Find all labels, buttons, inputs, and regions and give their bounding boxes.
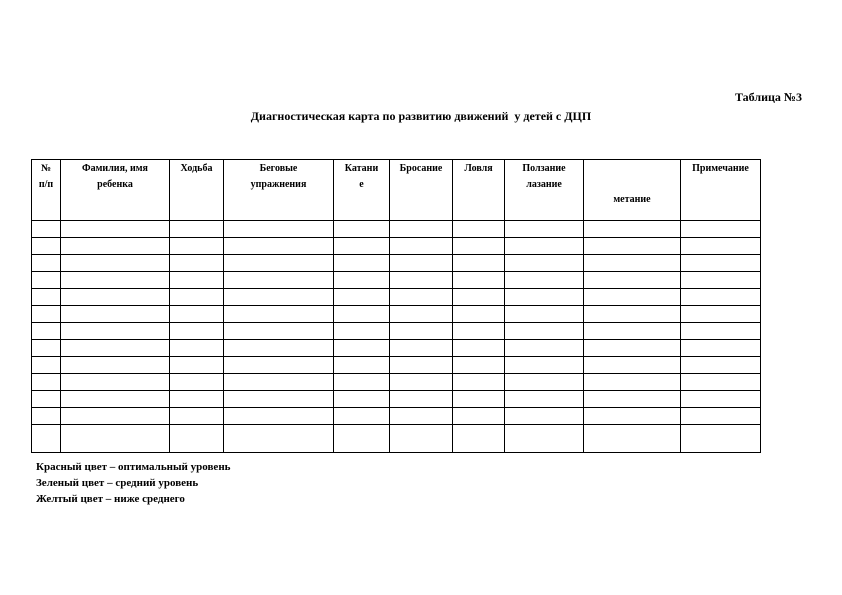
table-cell[interactable] [32,238,61,255]
table-cell[interactable] [170,425,224,453]
table-cell[interactable] [170,238,224,255]
table-cell[interactable] [584,238,681,255]
table-cell[interactable] [453,272,505,289]
table-cell[interactable] [584,272,681,289]
table-cell[interactable] [390,374,453,391]
table-cell[interactable] [505,340,584,357]
table-cell[interactable] [681,255,761,272]
table-cell[interactable] [334,272,390,289]
table-cell[interactable] [61,374,170,391]
table-cell[interactable] [224,238,334,255]
table-cell[interactable] [505,391,584,408]
table-cell[interactable] [453,221,505,238]
table-cell[interactable] [32,357,61,374]
table-cell[interactable] [224,425,334,453]
table-cell[interactable] [505,357,584,374]
table-cell[interactable] [681,425,761,453]
table-cell[interactable] [61,425,170,453]
table-cell[interactable] [681,289,761,306]
legend-item-green: Зеленый цвет – средний уровень [36,477,199,489]
column-header [453,160,505,221]
table-cell[interactable] [681,323,761,340]
diagnostic-table [31,159,761,453]
table-cell[interactable] [453,323,505,340]
table-row [32,238,761,255]
table-cell[interactable] [453,238,505,255]
column-header-line: лазание [526,179,562,190]
table-cell[interactable] [584,357,681,374]
table-cell[interactable] [61,255,170,272]
table-cell[interactable] [681,238,761,255]
table-cell[interactable] [505,408,584,425]
table-cell[interactable] [505,238,584,255]
table-cell[interactable] [584,255,681,272]
column-header-line: Ползание [522,163,566,174]
table-cell[interactable] [681,340,761,357]
table-cell[interactable] [224,221,334,238]
column-header [334,160,390,221]
table-cell[interactable] [390,357,453,374]
column-header [224,160,334,221]
table-cell[interactable] [334,255,390,272]
table-cell[interactable] [334,374,390,391]
table-cell[interactable] [390,255,453,272]
table-cell[interactable] [505,255,584,272]
table-cell[interactable] [32,408,61,425]
table-cell[interactable] [453,340,505,357]
table-cell[interactable] [224,408,334,425]
table-cell[interactable] [505,425,584,453]
table-row [32,408,761,425]
table-cell[interactable] [681,408,761,425]
table-cell[interactable] [390,340,453,357]
table-cell[interactable] [584,306,681,323]
table-cell[interactable] [334,306,390,323]
column-header-line: ребенка [97,179,133,190]
table-row [32,289,761,306]
table-cell[interactable] [334,323,390,340]
table-cell[interactable] [224,391,334,408]
table-cell[interactable] [61,306,170,323]
table-cell[interactable] [390,238,453,255]
table-cell[interactable] [224,323,334,340]
table-cell[interactable] [61,340,170,357]
table-cell[interactable] [681,391,761,408]
column-header-line: Беговые [259,163,298,174]
table-cell[interactable] [61,272,170,289]
table-cell[interactable] [584,425,681,453]
column-header [681,160,761,221]
table-cell[interactable] [681,374,761,391]
table-cell[interactable] [334,391,390,408]
table-cell[interactable] [224,374,334,391]
table-cell[interactable] [334,289,390,306]
table-cell[interactable] [390,221,453,238]
table-cell[interactable] [453,289,505,306]
table-cell[interactable] [334,408,390,425]
table-cell[interactable] [170,391,224,408]
column-header [32,160,61,221]
table-cell[interactable] [32,255,61,272]
table-cell[interactable] [584,323,681,340]
table-cell[interactable] [61,323,170,340]
table-cell[interactable] [224,272,334,289]
table-cell[interactable] [584,408,681,425]
table-cell[interactable] [681,221,761,238]
column-header [505,160,584,221]
table-row [32,391,761,408]
table-cell[interactable] [224,357,334,374]
table-cell[interactable] [224,289,334,306]
table-cell[interactable] [334,221,390,238]
table-cell[interactable] [453,391,505,408]
table-cell[interactable] [170,357,224,374]
table-cell[interactable] [390,323,453,340]
table-row [32,357,761,374]
column-header-line: Бросание [399,163,443,174]
table-cell[interactable] [32,306,61,323]
table-row [32,323,761,340]
table-cell[interactable] [170,289,224,306]
table-cell[interactable] [334,425,390,453]
column-header-line: Примечание [692,163,749,174]
table-cell[interactable] [170,306,224,323]
column-header [390,160,453,221]
column-header-line: е [359,179,364,190]
table-cell[interactable] [32,391,61,408]
table-row [32,255,761,272]
legend-item-yellow: Желтый цвет – ниже среднего [36,493,185,505]
table-cell[interactable] [61,391,170,408]
table-cell[interactable] [61,221,170,238]
table-cell[interactable] [505,374,584,391]
table-cell[interactable] [505,289,584,306]
table-cell[interactable] [390,306,453,323]
table-cell[interactable] [584,289,681,306]
table-cell[interactable] [32,425,61,453]
column-header-line: Ловля [464,163,493,174]
table-cell[interactable] [681,306,761,323]
table-cell[interactable] [453,357,505,374]
column-header [61,160,170,221]
table-cell[interactable] [61,238,170,255]
table-cell[interactable] [584,340,681,357]
table-cell[interactable] [390,391,453,408]
column-header [170,160,224,221]
column-header-line: упражнения [250,179,307,190]
table-row [32,425,761,453]
color-legend [36,459,230,507]
table-cell[interactable] [170,272,224,289]
table-cell[interactable] [170,221,224,238]
table-cell[interactable] [505,221,584,238]
table-cell[interactable] [390,289,453,306]
table-cell[interactable] [453,255,505,272]
table-row [32,272,761,289]
table-cell[interactable] [505,272,584,289]
table-cell[interactable] [61,357,170,374]
table-cell[interactable] [681,272,761,289]
table-cell[interactable] [61,408,170,425]
column-header-line: Катани [344,163,379,174]
table-cell[interactable] [453,408,505,425]
legend-item-red: Красный цвет – оптимальный уровень [36,461,231,473]
table-cell[interactable] [390,408,453,425]
table-cell[interactable] [170,408,224,425]
table-cell[interactable] [170,323,224,340]
table-number: Таблица №3 [734,90,802,104]
table-cell[interactable] [505,323,584,340]
column-header-line: Фамилия, имя [82,163,148,174]
table-row [32,340,761,357]
table-cell[interactable] [32,221,61,238]
table-cell[interactable] [584,374,681,391]
table-cell[interactable] [453,374,505,391]
table-cell[interactable] [32,289,61,306]
table-cell[interactable] [170,340,224,357]
table-cell[interactable] [61,289,170,306]
table-cell[interactable] [453,306,505,323]
table-cell[interactable] [32,340,61,357]
table-cell[interactable] [505,306,584,323]
column-header-line: п/п [38,179,54,190]
document-title: Диагностическая карта по развитию движений у детей с ДЦП [250,109,592,123]
table-cell[interactable] [224,340,334,357]
column-header-line: № [40,163,52,174]
table-cell[interactable] [32,374,61,391]
column-header-line: метание [613,194,651,205]
table-cell[interactable] [584,221,681,238]
table-row [32,306,761,323]
table-cell[interactable] [681,357,761,374]
table-cell[interactable] [32,272,61,289]
table-cell[interactable] [32,323,61,340]
table-row [32,221,761,238]
table-cell[interactable] [390,272,453,289]
table-cell[interactable] [334,357,390,374]
table-cell[interactable] [334,238,390,255]
table-row [32,374,761,391]
table-cell[interactable] [224,255,334,272]
table-cell[interactable] [170,255,224,272]
table-cell[interactable] [390,425,453,453]
table-cell[interactable] [170,374,224,391]
table-cell[interactable] [453,425,505,453]
column-header-line: Ходьба [180,163,213,174]
table-cell[interactable] [584,391,681,408]
table-header-row [32,160,761,221]
table-cell[interactable] [334,340,390,357]
column-header [584,160,681,221]
table-cell[interactable] [224,306,334,323]
table-body [32,221,761,453]
